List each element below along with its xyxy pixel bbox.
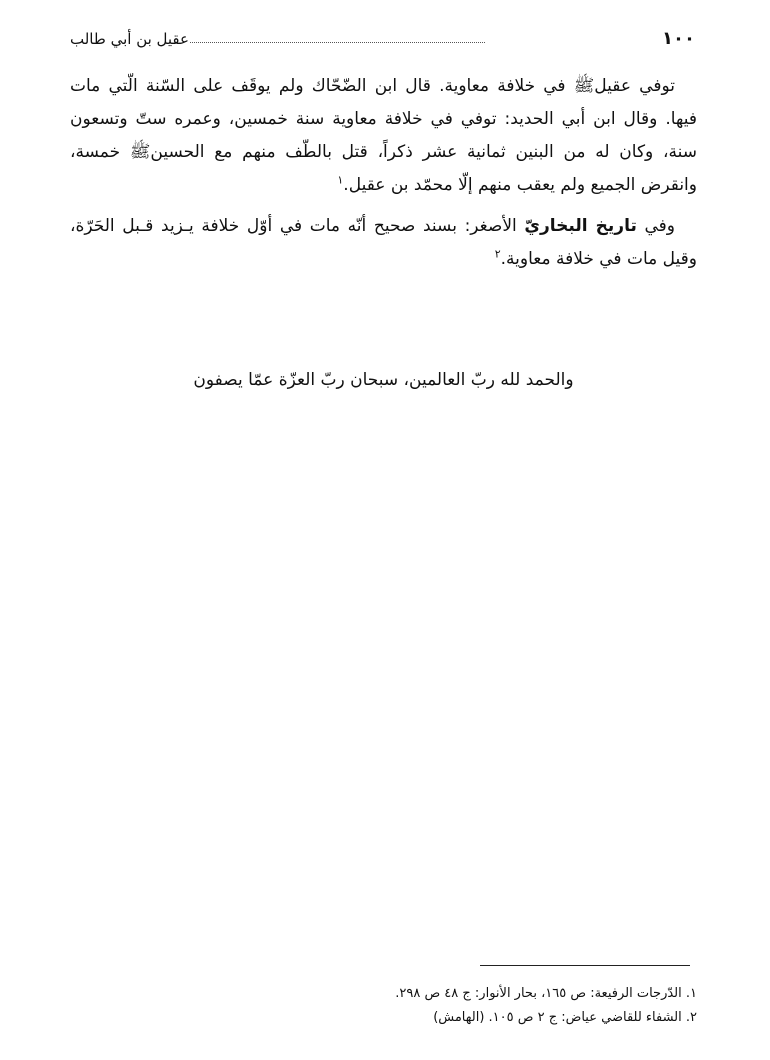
closing-line: والحمد لله ربّ العالمين، سبحان ربّ العزّة عمّا يصفون bbox=[193, 370, 574, 390]
paragraph-2-source: تاريخ البخاريّ bbox=[524, 216, 637, 236]
footnote-ref-2: ٢ bbox=[494, 247, 501, 261]
paragraph-2-prefix: وفي bbox=[636, 216, 675, 236]
page-number: ١٠٠ bbox=[662, 28, 695, 49]
paragraph-2-text: الأصغر: بسند صحيح أنّه مات في أوّل خلافة يـزيد قـبل الحَرّة، وقيل مات في خلافة معاوية. bbox=[70, 216, 697, 269]
footnote-1: ١. الدّرجات الرفيعة: ص ١٦٥، بحار الأنوار: ج ٤٨ ص ٢٩٨. bbox=[395, 986, 697, 1001]
footnote-divider bbox=[480, 965, 690, 966]
footnote-ref-1: ١ bbox=[337, 173, 344, 187]
paragraph-1 bbox=[70, 70, 697, 202]
paragraph-2 bbox=[70, 210, 697, 276]
header-dotted-leader bbox=[190, 42, 485, 43]
main-text bbox=[70, 70, 697, 276]
footnotes bbox=[70, 982, 697, 1030]
paragraph-1-text: توفي عقيلﷺ في خلافة معاوية. قال ابن الضّحّاك ولم يوقَف على السّنة الّتي مات فيها. وقال ابن أبي الحديد: توفي في خلافة معاوية سنة خمسين، وعمره ستّ وتسعون سنة، وكان له من البنين ثمانية عشر ذكراً، قتل بالطّف منهم مع الحسينﷺ خمسة، وانقرض الجميع ولم يعقب منهم إلّا محمّد بن عقيل. bbox=[70, 76, 697, 195]
running-title: عقيل بن أبي طالب bbox=[70, 30, 189, 48]
page-header bbox=[70, 28, 695, 54]
footnote-2: ٢. الشفاء للقاضي عياض: ج ٢ ص ١٠٥. (الهامش) bbox=[433, 1010, 697, 1025]
